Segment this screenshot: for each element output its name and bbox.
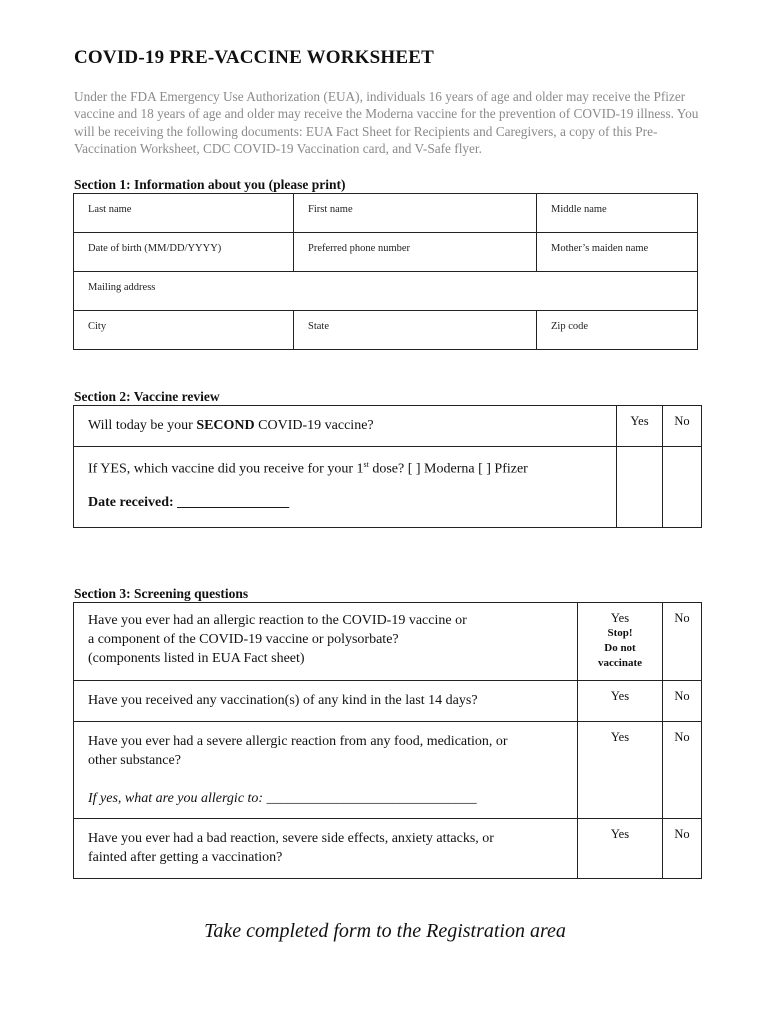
last-name-field[interactable]: Last name: [74, 194, 294, 233]
recent-vaccination-no[interactable]: No: [663, 681, 702, 722]
bad-reaction-yes[interactable]: Yes: [578, 819, 663, 879]
middle-name-field[interactable]: Middle name: [537, 194, 698, 233]
recent-vaccination-question: Have you received any vaccination(s) of any kind in the last 14 days?: [74, 681, 578, 722]
first-dose-vaccine-question: If YES, which vaccine did you receive for your 1st dose? [ ] Moderna [ ] Pfizer Date received: ________________: [74, 447, 617, 528]
allergy-covid-question: Have you ever had an allergic reaction to the COVID-19 vaccine or a component of the COVID-19 vaccine or polysorbate? (components listed in EUA Fact sheet): [74, 603, 578, 681]
state-field[interactable]: State: [294, 311, 537, 350]
date-received-field[interactable]: Date received: ________________: [88, 494, 290, 510]
first-dose-no-blank: [663, 447, 702, 528]
second-dose-yes[interactable]: Yes: [617, 406, 663, 447]
footer-instruction: Take completed form to the Registration area: [204, 920, 566, 942]
dob-field[interactable]: Date of birth (MM/DD/YYYY): [74, 233, 294, 272]
recent-vaccination-yes[interactable]: Yes: [578, 681, 663, 722]
first-dose-yes-blank: [617, 447, 663, 528]
allergy-covid-no[interactable]: No: [663, 603, 702, 681]
allergy-followup-field[interactable]: If yes, what are you allergic to: ______________________________: [88, 791, 477, 806]
section3-heading: Section 3: Screening questions: [74, 586, 249, 601]
vaccine-review-table: [73, 405, 702, 528]
personal-info-table: [73, 193, 698, 350]
screening-table: [73, 602, 702, 879]
first-name-field[interactable]: First name: [294, 194, 537, 233]
severe-allergy-no[interactable]: No: [663, 722, 702, 819]
city-field[interactable]: City: [74, 311, 294, 350]
allergy-covid-yes[interactable]: Yes Stop! Do not vaccinate: [578, 603, 663, 681]
second-dose-question: Will today be your SECOND COVID-19 vaccine?: [74, 406, 617, 447]
second-dose-no[interactable]: No: [663, 406, 702, 447]
phone-field[interactable]: Preferred phone number: [294, 233, 537, 272]
section1-heading: Section 1: Information about you (please print): [74, 177, 346, 192]
bad-reaction-no[interactable]: No: [663, 819, 702, 879]
severe-allergy-question: Have you ever had a severe allergic reaction from any food, medication, or other substance? If yes, what are you allergic to: ______________________________: [74, 722, 578, 819]
bad-reaction-question: Have you ever had a bad reaction, severe side effects, anxiety attacks, or fainted after getting a vaccination?: [74, 819, 578, 879]
zip-field[interactable]: Zip code: [537, 311, 698, 350]
page-title: COVID-19 PRE-VACCINE WORKSHEET: [74, 47, 435, 68]
intro-paragraph: Under the FDA Emergency Use Authorization (EUA), individuals 16 years of age and older may receive the Pfizer vaccine and 18 years of age and older may receive the Moderna vaccine for the prevention of COVID-19 illness. You will be receiving the following documents: EUA Fact Sheet for Recipients and Caregivers, a copy of this Pre-Vaccination Worksheet, CDC COVID-19 Vaccination card, and V-Safe flyer.: [74, 89, 699, 157]
section2-heading: Section 2: Vaccine review: [74, 389, 220, 404]
severe-allergy-yes[interactable]: Yes: [578, 722, 663, 819]
maiden-name-field[interactable]: Mother’s maiden name: [537, 233, 698, 272]
mailing-address-field[interactable]: Mailing address: [74, 272, 698, 311]
